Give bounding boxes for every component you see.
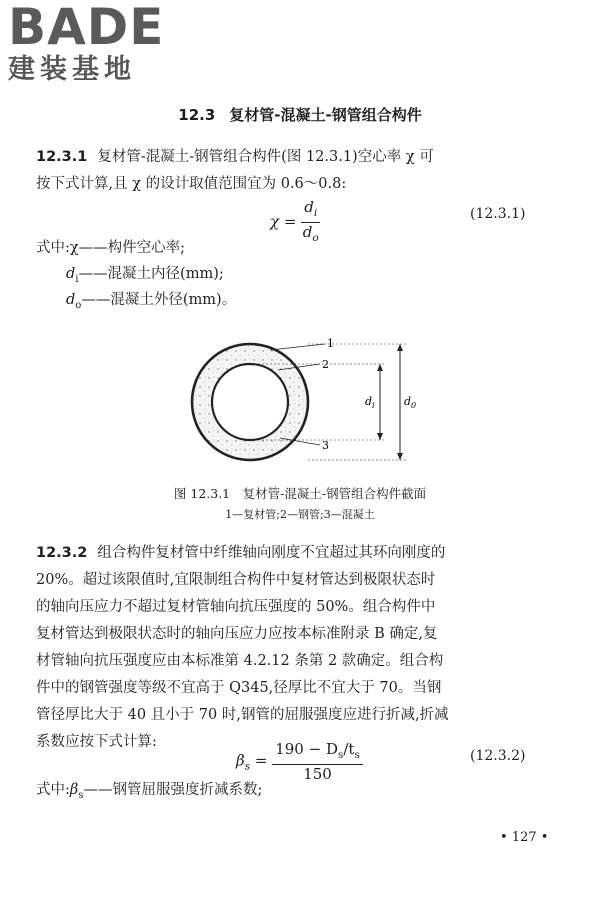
fraction-numerator: 190 − D [275,740,338,758]
dimension-label-d0 [404,395,416,410]
fraction-numerator-sub: s [337,749,344,761]
formula-lhs: β [236,751,245,770]
formula-lhs: χ = [270,212,297,231]
equation-number: (12.3.1) [470,206,526,222]
arrow-icon [377,364,383,371]
arrow-icon [397,344,403,351]
formula-lhs-sub: s [244,760,251,773]
clause-line: 按下式计算,且 χ 的设计取值范围宜为 0.6～0.8: [36,176,347,192]
dim-symbol-sub: i [372,401,375,410]
definition-text: ——混凝土外径(mm)。 [81,292,237,308]
fraction-numerator-t-sub: s [354,749,360,761]
formula-12-3-2: $\beta_s$ = $\frac{190 - D_s/t_s}{150}$ [236,740,363,783]
dim-symbol: d [365,395,373,408]
figure-legend: 1—复材管;2—钢管;3—混凝土 [225,508,375,521]
clause-line: 材管轴向抗压强度应由本标准第 4.2.12 条第 2 款确定。组合构 [36,653,444,669]
clause-number: 12.3.1 [36,149,88,165]
definition-do [66,288,236,318]
figure-label-3: 3 [322,439,329,452]
clause-number: 12.3.2 [36,545,88,561]
definition-beta [36,778,262,808]
arrow-icon [377,433,383,440]
dim-symbol: d [404,395,412,408]
clause-line: 的轴向压应力不超过复材管轴向抗压强度的 50%。组合构件中 [36,599,436,615]
symbol: d [66,292,76,308]
fraction-denominator: d [302,223,313,241]
clause-line: 管径厚比大于 40 且小于 70 时,钢管的屈服强度应进行折减,折减 [36,707,449,723]
formula-fraction [301,198,320,247]
clause-line: 组合构件复材管中纤维轴向刚度不宜超过其环向刚度的 [97,545,446,561]
symbol: β [69,782,79,798]
dim-symbol-sub: 0 [411,401,417,410]
dimension-label-di [365,395,375,410]
fraction-numerator-t: /t [343,740,355,758]
definition-text: ——钢管屈服强度折减系数; [83,782,263,798]
brand-logo: BADE [8,0,165,56]
figure-label-1: 1 [327,337,334,350]
cross-section-figure [180,330,420,475]
fraction-denominator-sub: o [312,232,319,244]
formula-12-3-1 [270,198,320,247]
leader-line-1 [270,344,325,350]
arrow-icon [397,453,403,460]
definition-chi: 式中:χ——构件空心率; [36,240,186,256]
clause-line: 件中的钢管强度等级不宜高于 Q345,径厚比不宜大于 70。当钢 [36,680,442,696]
clause-line: 20%。超过该限值时,宜限制组合构件中复材管达到极限状态时 [36,572,436,588]
clause-12-3-1 [36,144,576,198]
section-title-text: 复材管-混凝土-钢管组合构件 [229,106,422,124]
brand-subtitle: 建装基地 [8,54,136,85]
fraction-numerator-sub: i [313,207,318,219]
definition-lead: 式中: [36,782,70,798]
clause-line: 复材管达到极限状态时的轴向压应力应按本标准附录 B 确定,复 [36,626,438,642]
figure-caption: 图 12.3.1 复材管-混凝土-钢管组合构件截面 [173,486,427,501]
formula-fraction [272,740,363,783]
clause-line: 系数应按下式计算: [36,734,157,750]
section-number: 12.3 [178,106,216,124]
fraction-numerator: d [304,198,314,216]
clause-12-3-2 [36,540,576,756]
steel-tube-inner [212,364,288,440]
symbol: d [66,266,76,282]
clause-line: 复材管-混凝土-钢管组合构件(图 12.3.1)空心率 χ 可 [97,149,434,165]
page-number: • 127 • [500,830,549,845]
symbol-sub: s [78,789,84,801]
symbol-sub: i [75,273,79,285]
definition-text: ——混凝土内径(mm); [78,266,224,282]
section-title [0,104,600,125]
figure-label-2: 2 [322,358,329,371]
symbol-sub: o [75,299,82,311]
equation-number: (12.3.2) [470,748,526,764]
fraction-denominator: 150 [303,765,332,783]
